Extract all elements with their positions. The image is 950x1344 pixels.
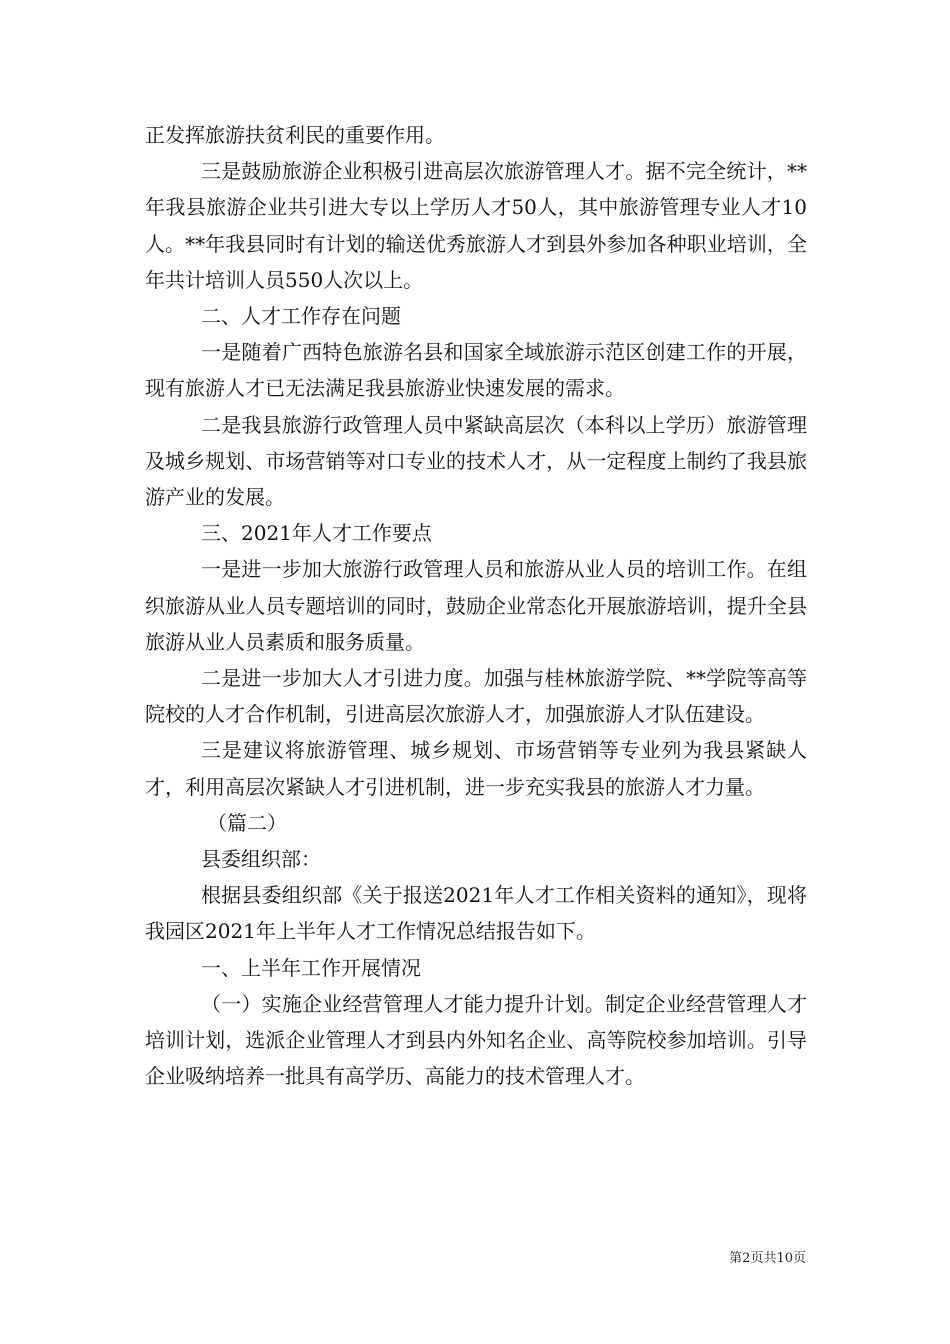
paragraph-continuation: 正发挥旅游扶贫利民的重要作用。	[145, 123, 445, 147]
section-heading-first-half: 一、上半年工作开展情况	[201, 955, 421, 980]
section-heading-key-points: 三、2021年人才工作要点	[201, 521, 432, 546]
paragraph-problem-two: 二是我县旅游行政管理人员中紧缺高层次（本科以上学历）旅游管理及城乡规划、市场营销等对口专业的技术人才，从一定程度上制约了我县旅游产业的发展。	[145, 412, 807, 510]
section-heading-problems: 二、人才工作存在问题	[201, 304, 401, 329]
document-body	[145, 117, 807, 1094]
addressee: 县委组织部：	[201, 847, 321, 872]
paragraph-problem-one: 一是随着广西特色旅游名县和国家全域旅游示范区创建工作的开展，现有旅游人才已无法满足我县旅游业快速发展的需求。	[145, 340, 807, 401]
page-number-footer: 第2页共10页	[729, 1251, 806, 1266]
paragraph-report-intro: 根据县委组织部《关于报送2021年人才工作相关资料的通知》，现将我园区2021年上半年人才工作情况总结报告如下。	[145, 883, 807, 944]
paragraph-point-two: 二是进一步加大人才引进力度。加强与桂林旅游学院、**学院等高等院校的人才合作机制，引进高层次旅游人才，加强旅游人才队伍建设。	[145, 666, 807, 727]
paragraph-point-three: 三是建议将旅游管理、城乡规划、市场营销等专业列为我县紧缺人才，利用高层次紧缺人才引进机制，进一步充实我县的旅游人才力量。	[145, 738, 807, 799]
paragraph-point-one: 一是进一步加大旅游行政管理人员和旅游从业人员的培训工作。在组织旅游从业人员专题培训的同时，鼓励企业常态化开展旅游培训，提升全县旅游从业人员素质和服务质量。	[145, 557, 807, 654]
paragraph-talent-introduction: 三是鼓励旅游企业积极引进高层次旅游管理人才。据不完全统计，**年我县旅游企业共引进大专以上学历人才50人，其中旅游管理专业人才10人。**年我县同时有计划的输送优秀旅游人才到县外参加各种职业培训，全年共计培训人员550人次以上。	[145, 159, 807, 292]
paragraph-management-plan: （一）实施企业经营管理人才能力提升计划。制定企业经营管理人才培训计划，选派企业管理人才到县内外知名企业、高等院校参加培训。引导企业吸纳培养一批具有高学历、高能力的技术管理人才。	[145, 991, 807, 1089]
part-two-heading: （篇二）	[207, 810, 287, 835]
